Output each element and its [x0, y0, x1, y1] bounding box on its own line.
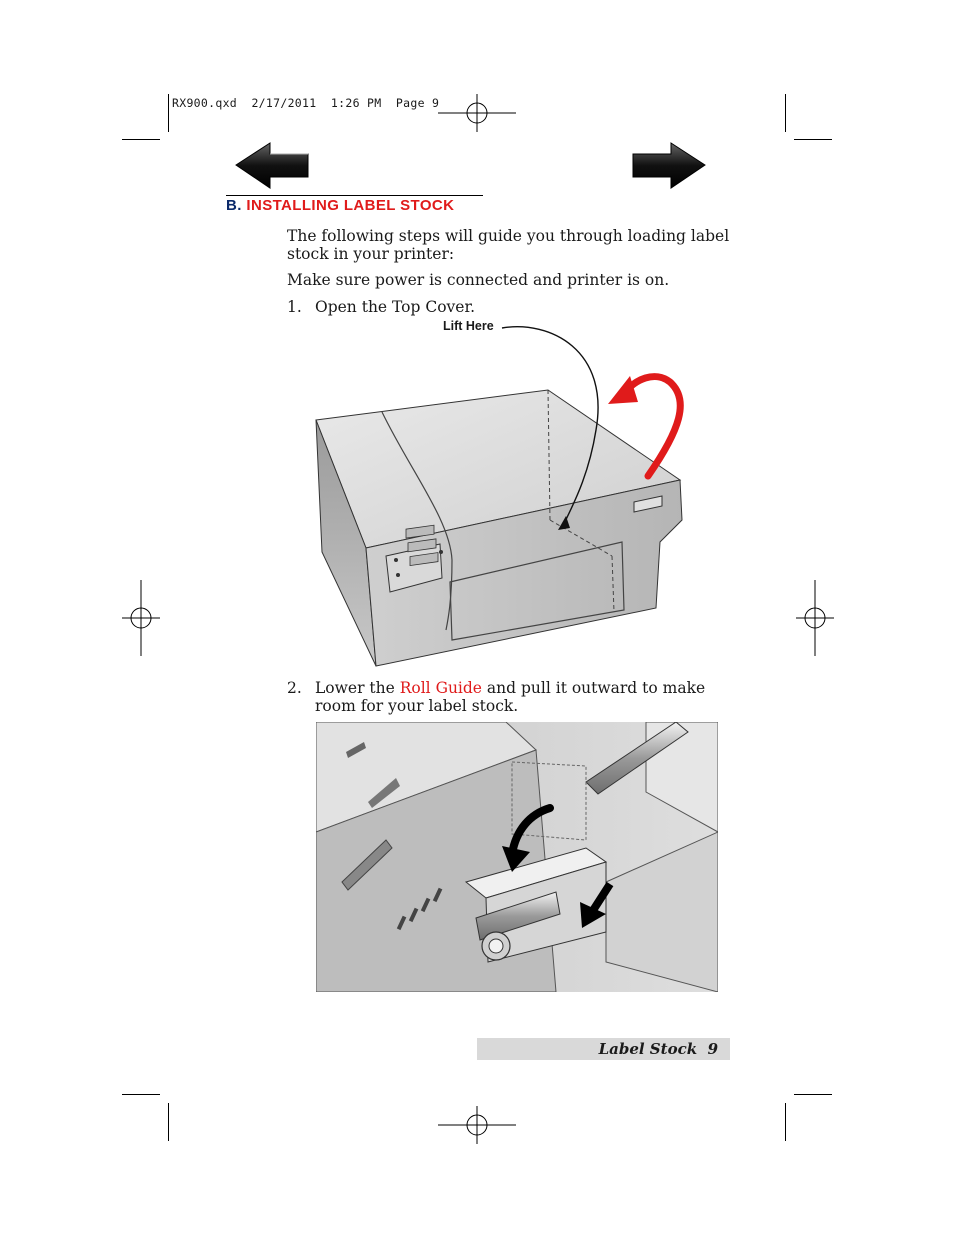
precondition-paragraph: Make sure power is connected and printer is on. — [287, 271, 670, 289]
section-title: INSTALLING LABEL STOCK — [246, 197, 455, 214]
print-slug: RX900.qxd 2/17/2011 1:26 PM Page 9 — [172, 96, 440, 110]
footer-section-name: Label Stock — [598, 1040, 698, 1058]
roll-guide-link: Roll Guide — [399, 679, 482, 697]
footer-label — [599, 1040, 718, 1058]
intro-paragraph: The following steps will guide you through loading label stock in your printer: — [287, 227, 730, 263]
printer-top-cover-illustration — [300, 320, 700, 670]
step-1-text: Open the Top Cover. — [315, 298, 476, 316]
footer-bar — [477, 1038, 730, 1060]
section-rule — [226, 195, 483, 196]
back-arrow-icon[interactable] — [234, 142, 310, 190]
section-letter: B. — [226, 197, 242, 214]
step-2-text — [315, 679, 725, 715]
forward-arrow-icon[interactable] — [631, 142, 707, 190]
lift-here-callout: Lift Here — [443, 319, 494, 333]
registration-mark-right — [796, 580, 834, 656]
step-2-text-before: Lower the — [315, 679, 400, 697]
registration-mark-left — [122, 580, 160, 656]
section-heading — [226, 197, 454, 214]
step-2-text-after: and pull it outward to make room for your label stock. — [315, 679, 706, 715]
registration-mark-top — [438, 94, 516, 132]
step-2-number: 2. — [287, 679, 302, 697]
registration-mark-bottom — [438, 1106, 516, 1144]
page-number: 9 — [707, 1040, 718, 1058]
step-1-number: 1. — [287, 298, 302, 316]
roll-guide-illustration — [316, 722, 718, 992]
